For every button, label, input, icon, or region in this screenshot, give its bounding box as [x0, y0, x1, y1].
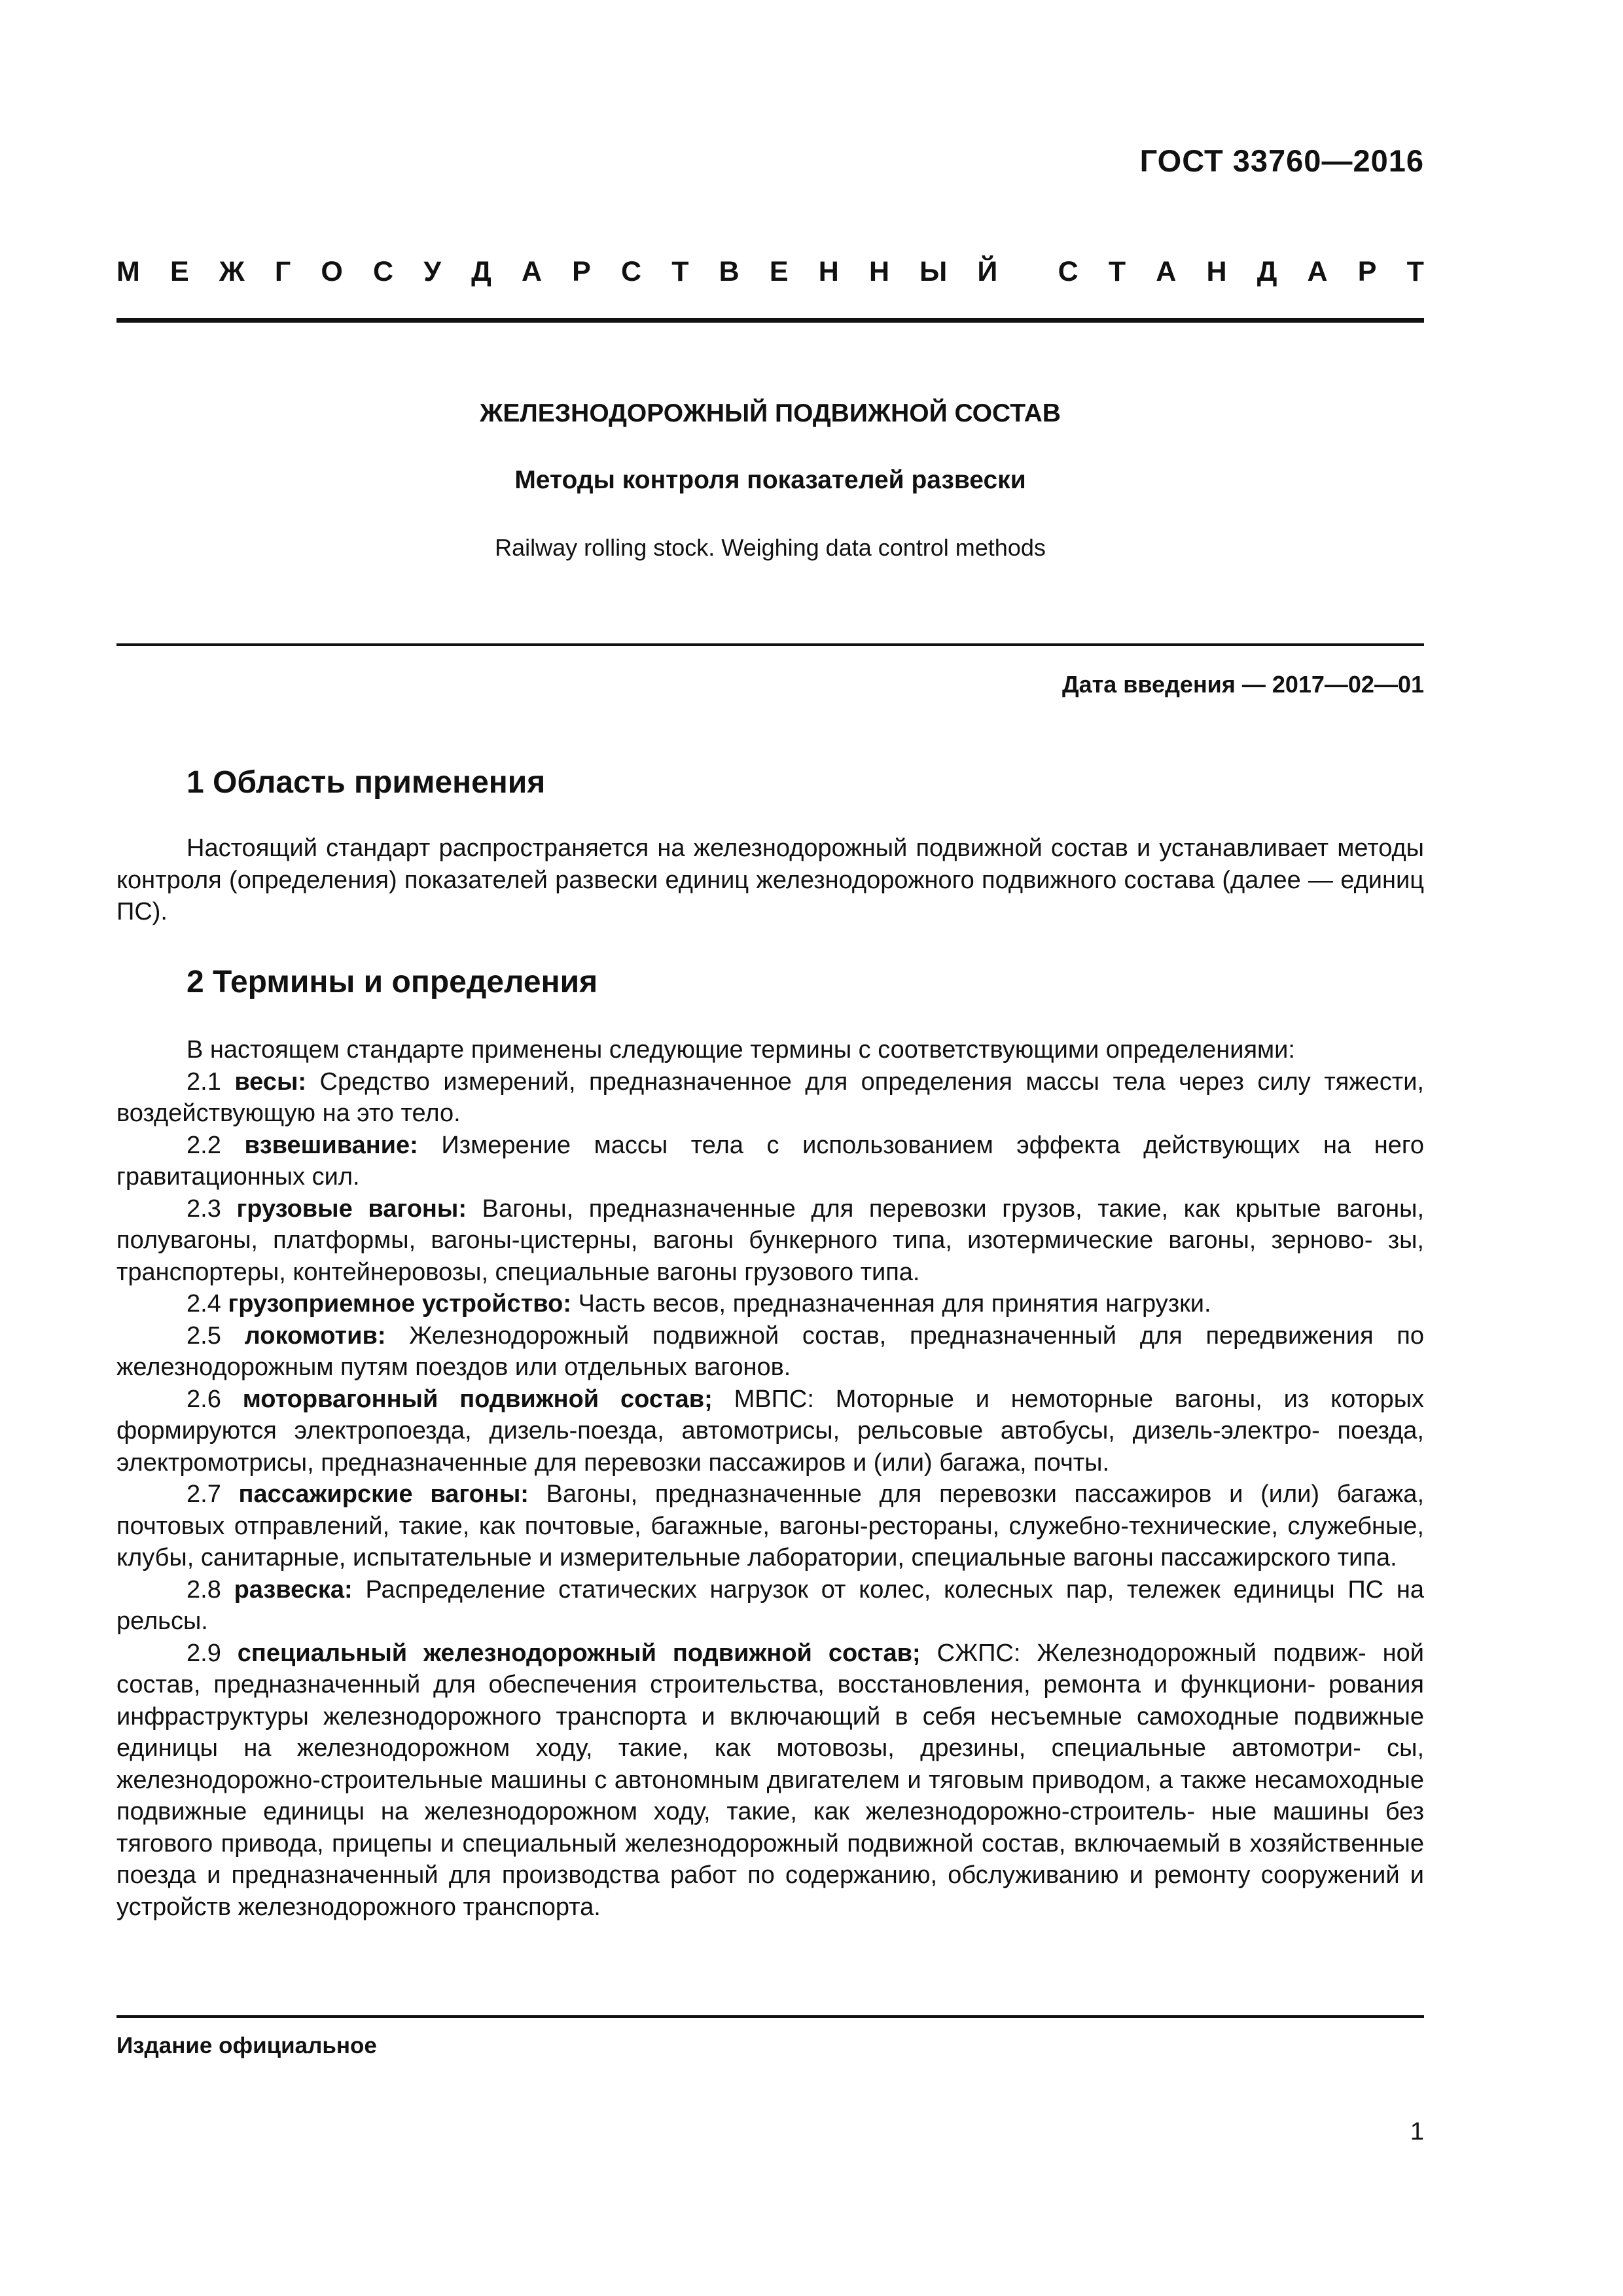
footer-divider	[116, 2015, 1424, 2018]
term-entry	[116, 1288, 1424, 1320]
term-definition: Вагоны, предназначенные для перевозки грузов, такие, как крытые вагоны, полувагоны, платформы, вагоны-цистерны, вагоны бункерного типа, изотермические вагоны, зерново- зы, транспортеры, контейнеровозы, специальные вагоны грузового типа.	[116, 1194, 1425, 1286]
standard-type-letter: Д	[1257, 256, 1277, 287]
term-entry	[116, 1384, 1424, 1479]
introduction-date: Дата введения — 2017—02—01	[1061, 671, 1424, 698]
term-name: взвешивание:	[244, 1131, 418, 1159]
term-entry	[116, 1066, 1424, 1130]
standard-type-letter: Т	[1406, 256, 1424, 287]
english-title: Railway rolling stock. Weighing data control methods	[495, 534, 1046, 561]
terms-list	[116, 1034, 1424, 1923]
term-name: локомотив:	[244, 1321, 386, 1350]
standard-type-letter: Т	[671, 256, 689, 287]
term-entry	[116, 1320, 1424, 1384]
term-definition: Железнодорожный подвижной состав, предназначенный для передвижения по железнодорожным путям поездов или отдельных вагонов.	[116, 1321, 1424, 1381]
title-divider	[116, 643, 1424, 646]
term-number: 2.9	[187, 1639, 238, 1667]
term-entry	[116, 1638, 1424, 1924]
standard-type-letter: Т	[1108, 256, 1126, 287]
term-number: 2.4	[187, 1290, 228, 1318]
terms-intro: В настоящем стандарте применены следующие термины с соответствующими определениями:	[187, 1036, 1295, 1064]
term-definition: Измерение массы тела с использованием эффекта действующих на него гравитационных сил.	[116, 1131, 1424, 1191]
section-heading: 2 Термины и определения	[187, 965, 598, 999]
standard-type-letter: Й	[977, 256, 998, 287]
term-name: грузовые вагоны:	[236, 1194, 467, 1223]
standard-type-letter: Н	[818, 256, 839, 287]
standard-type-letter: Г	[274, 256, 291, 287]
standard-type-letter: Н	[1206, 256, 1227, 287]
section-scope	[116, 764, 1424, 800]
standard-type-letter: С	[1058, 256, 1079, 287]
standard-type-letter: А	[521, 256, 542, 287]
term-number: 2.6	[187, 1385, 243, 1413]
section-heading: 1 Область применения	[187, 765, 546, 800]
gost-number: ГОСТ 33760—2016	[1139, 143, 1424, 178]
document-title: ЖЕЛЕЗНОДОРОЖНЫЙ ПОДВИЖНОЙ СОСТАВ	[480, 399, 1061, 427]
term-number: 2.8	[187, 1575, 234, 1604]
edition-label: Издание официальное	[116, 2033, 377, 2058]
term-number: 2.3	[187, 1194, 237, 1223]
term-name: пассажирские вагоны:	[238, 1480, 529, 1508]
term-name: грузоприемное устройство:	[228, 1290, 572, 1318]
term-name: специальный железнодорожный подвижной состав;	[237, 1639, 921, 1667]
standard-type-letter: Ж	[219, 256, 245, 287]
page-number: 1	[1410, 2118, 1424, 2145]
term-definition: Распределение статических нагрузок от колес, колесных пар, тележек единицы ПС на рельсы.	[116, 1575, 1424, 1635]
standard-type-letter: О	[321, 256, 343, 287]
standard-type-letter: В	[719, 256, 740, 287]
standard-type-letter: Д	[471, 256, 491, 287]
standard-type-letter: С	[621, 256, 642, 287]
term-name: развеска:	[234, 1575, 353, 1604]
term-entry	[116, 1479, 1424, 1574]
term-entry	[116, 1130, 1424, 1193]
term-number: 2.5	[187, 1321, 245, 1350]
standard-type-letter: У	[423, 256, 441, 287]
term-entry	[116, 1193, 1424, 1289]
term-entry	[116, 1574, 1424, 1638]
term-number: 2.2	[187, 1131, 245, 1159]
section-terms	[116, 964, 1424, 1000]
term-name: весы:	[234, 1067, 307, 1096]
standard-type-letter: Р	[1357, 256, 1377, 287]
scope-paragraph: Настоящий стандарт распространяется на железнодорожный подвижной состав и устанавливает методы контроля (определения) показателей развески единиц железнодорожного подвижного состава (далее — единиц ПС).	[116, 834, 1424, 925]
term-number: 2.7	[187, 1480, 239, 1508]
standard-type-letter: Е	[169, 256, 189, 287]
standard-type-heading	[116, 256, 1424, 288]
standard-type-letter: Р	[572, 256, 591, 287]
standard-type-letter: Н	[868, 256, 889, 287]
term-number: 2.1	[187, 1067, 235, 1096]
standard-type-letter: А	[1307, 256, 1328, 287]
header-divider	[116, 318, 1424, 323]
term-definition: Средство измерений, предназначенное для определения массы тела через силу тяжести, воздействующую на это тело.	[116, 1067, 1424, 1127]
term-definition: Вагоны, предназначенные для перевозки пассажиров и (или) багажа, почтовых отправлений, такие, как почтовые, багажные, вагоны-рестораны, служебно-технические, служебные, клубы, санитарные, испытательные и измерительные лаборатории, специальные вагоны пассажирского типа.	[116, 1480, 1424, 1571]
standard-type-letter: Е	[769, 256, 789, 287]
term-definition: МВПС: Моторные и немоторные вагоны, из которых формируются электропоезда, дизель-поезда, автомотрисы, рельсовые автобусы, дизель-электро- поезда, электромотрисы, предназначенные для перевозки пассажиров и (или) багажа, почты.	[116, 1385, 1425, 1477]
term-definition: Часть весов, предназначенная для принятия нагрузки.	[571, 1290, 1211, 1318]
standard-type-letter: А	[1156, 256, 1177, 287]
standard-type-letter: М	[116, 256, 140, 287]
document-subtitle: Методы контроля показателей развески	[514, 466, 1026, 494]
term-definition: СЖПС: Железнодорожный подвиж- ной состав, предназначенный для обеспечения строительства, восстановления, ремонта и функциони- рования инфраструктуры железнодорожного транспорта и включающий в себя несъемные самоходные подвижные единицы на железнодорожном ходу, такие, как мотовозы, дрезины, специальные автомотри- сы, железнодорожно-строительные машины с автономным двигателем и тяговым приводом, а также несамоходные подвижные единицы на железнодорожном ходу, такие, как железнодорожно-строитель- ные машины без тягового привода, прицепы и специальный железнодорожный подвижной состав, включаемый в хозяйственные поезда и предназначенный для производства работ по содержанию, обслуживанию и ремонту сооружений и устройств железнодорожного транспорта.	[116, 1639, 1424, 1921]
term-name: моторвагонный подвижной состав;	[242, 1385, 713, 1413]
standard-type-letter: Ы	[919, 256, 948, 287]
standard-type-letter: С	[373, 256, 394, 287]
